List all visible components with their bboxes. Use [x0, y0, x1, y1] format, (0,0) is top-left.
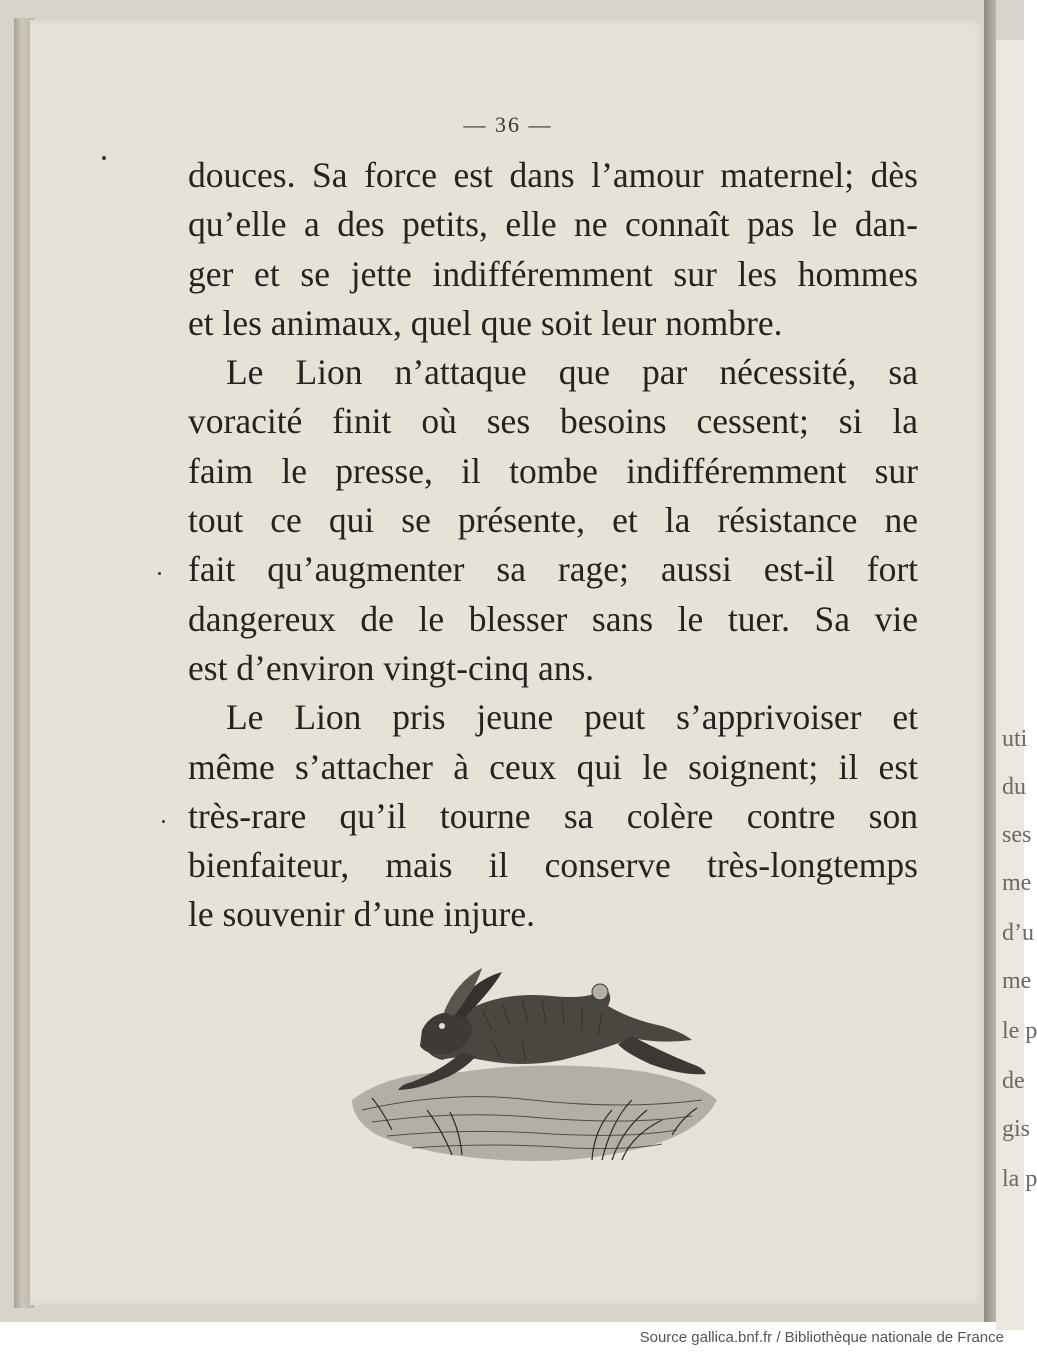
source-credit: Source gallica.bnf.fr / Bibliothèque nationale de France [639, 1329, 1004, 1346]
facing-page-text: gis [1002, 1116, 1031, 1142]
text-line: ger et se jette indifféremment sur les hommes [188, 253, 918, 294]
book-gutter [984, 0, 996, 1322]
text-line: douces. Sa force est dans l’amour maternel; dès [188, 155, 918, 195]
ink-speck [162, 820, 165, 823]
text-line: Le Lion n’attaque que par nécessité, sa [226, 352, 918, 393]
text-line: est d’environ vingt-cinq ans. [188, 647, 595, 688]
text-line: très-rare qu’il tourne sa colère contre son [188, 795, 918, 836]
facing-page-fragment [996, 40, 1037, 1330]
text-line: tout ce qui se présente, et la résistance ne [188, 500, 918, 541]
facing-page-text: la p [1002, 1166, 1037, 1192]
facing-page-text: le p [1002, 1018, 1037, 1044]
facing-page-text: me [1002, 870, 1032, 896]
facing-page-text: d’u [1002, 920, 1034, 946]
text-line: fait qu’augmenter sa rage; aussi est-il fort [188, 549, 918, 590]
ink-speck [102, 156, 106, 160]
ink-speck [158, 572, 161, 575]
body-text [188, 151, 918, 940]
text-line: voracité finit où ses besoins cessent; si la [188, 401, 918, 442]
text-line: même s’attacher à ceux qui le soignent; il est [188, 746, 918, 787]
page-number: — 36 — [463, 112, 553, 137]
text-line: bienfaiteur, mais il conserve très-longtemps [188, 845, 918, 886]
text-line: qu’elle a des petits, elle ne connaît pas le dan- [188, 204, 918, 245]
text-line: faim le presse, il tombe indifféremment sur [188, 450, 918, 491]
facing-page-text: me [1002, 968, 1032, 994]
text-line: et les animaux, quel que soit leur nombre. [188, 302, 783, 343]
facing-page-text: du [1002, 774, 1026, 800]
facing-page-text: uti [1002, 726, 1028, 752]
facing-page-text: ses [1002, 822, 1032, 848]
text-line: Le Lion pris jeune peut s’apprivoiser et [226, 697, 918, 738]
text-line: dangereux de le blesser sans le tuer. Sa vie [188, 598, 918, 639]
text-line: le souvenir d’une injure. [188, 894, 536, 935]
facing-page-text: de [1002, 1068, 1025, 1094]
hare-engraving [332, 960, 732, 1180]
